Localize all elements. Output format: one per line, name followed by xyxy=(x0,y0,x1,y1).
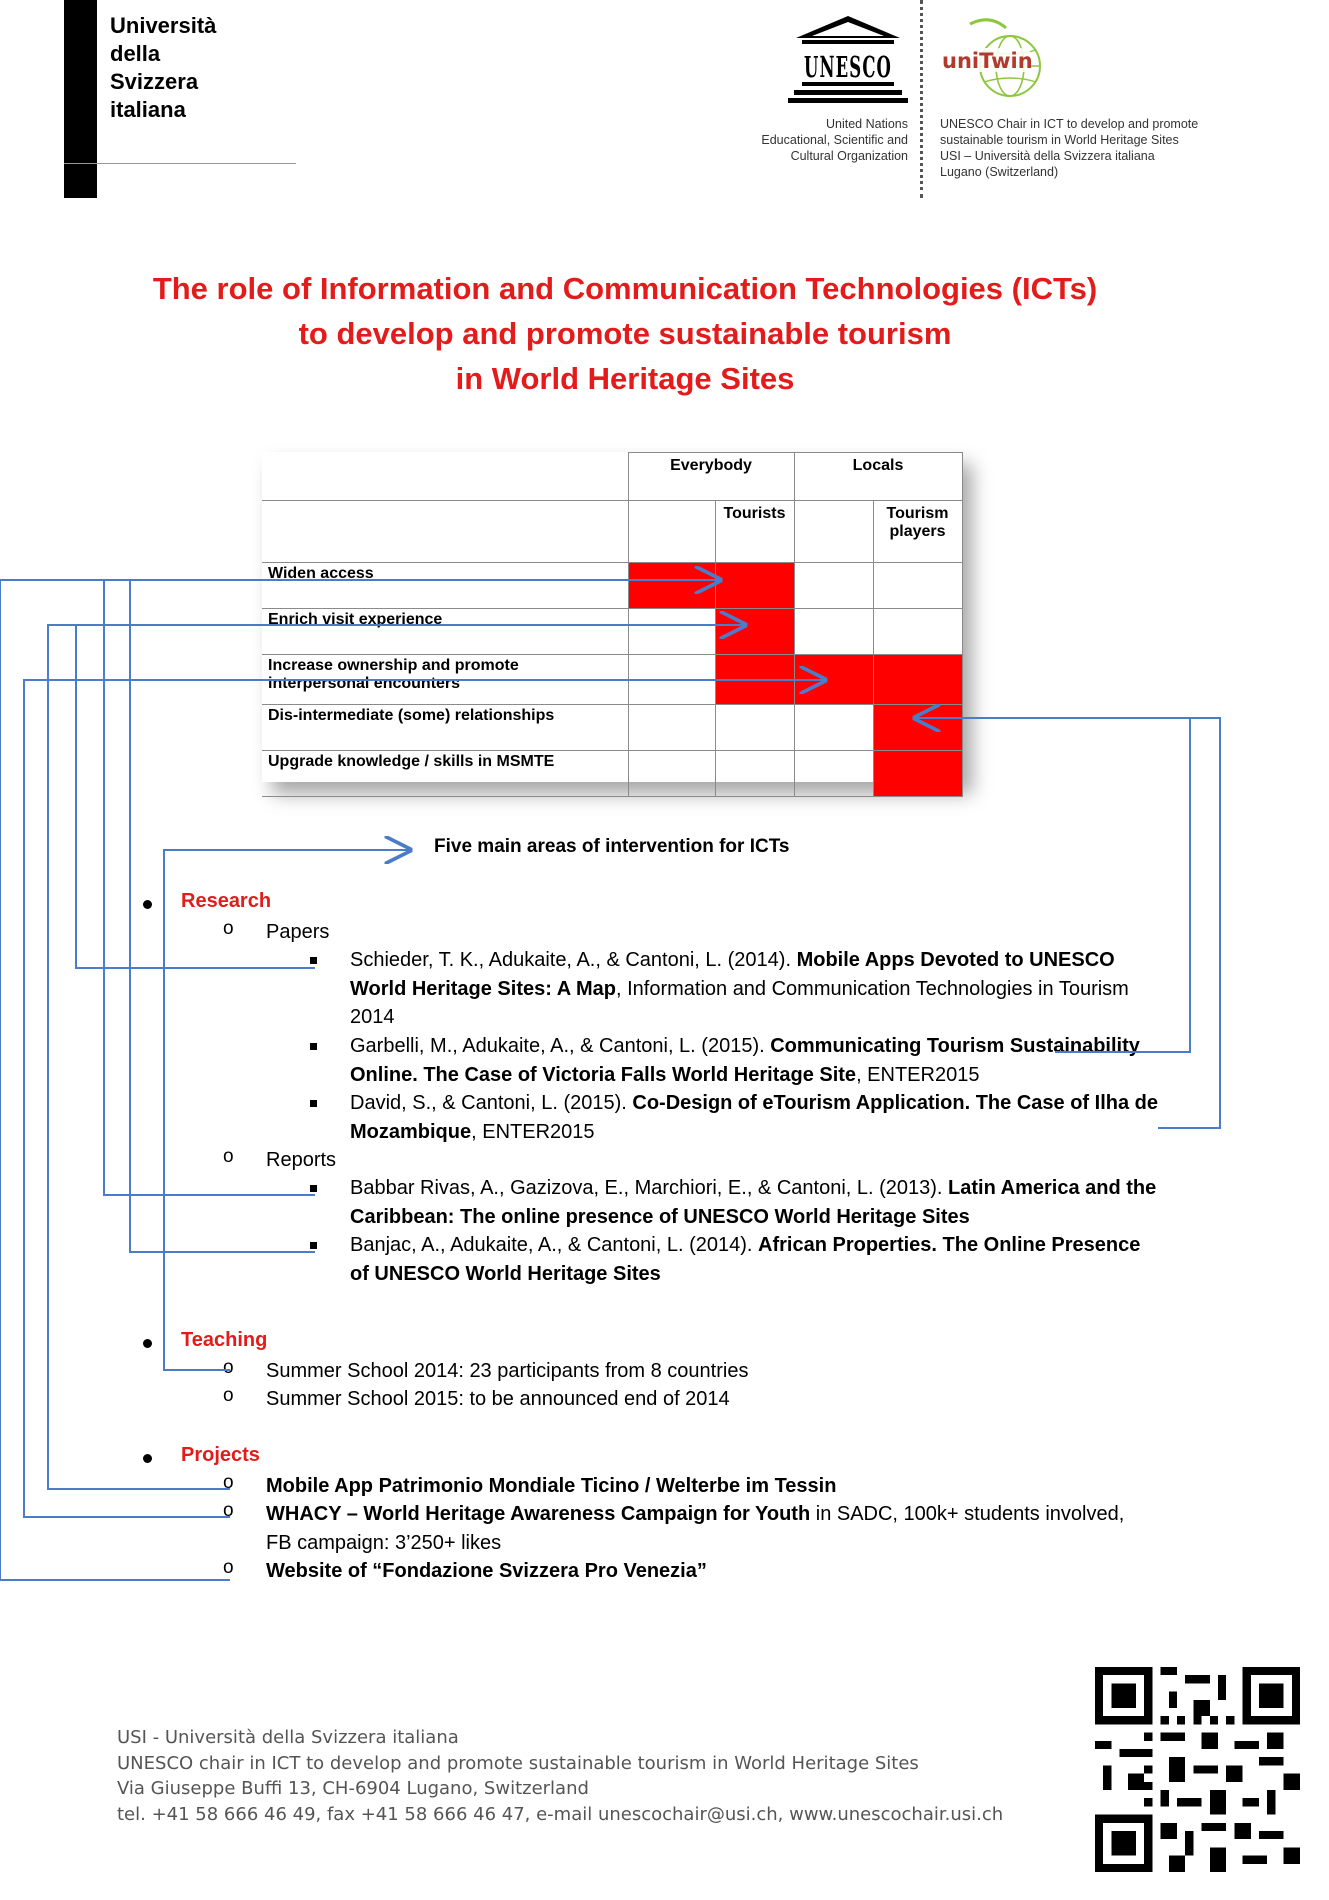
section-projects-heading: Projects xyxy=(181,1444,260,1466)
bullet-circle-icon: o xyxy=(223,1357,234,1378)
paper-item: David, S., & Cantoni, L. (2015). Co-Design of eTourism Application. The Case of Ilha de Mozambique, ENTER2015 xyxy=(350,1092,1158,1143)
matrix-row-label: Increase ownership and promote interpersonal encounters xyxy=(262,655,628,705)
matrix-header-everybody: Everybody xyxy=(628,453,794,501)
section-teaching-heading: Teaching xyxy=(181,1329,268,1351)
project-item: Website of “Fondazione Svizzera Pro Venezia” xyxy=(266,1560,707,1582)
report-item: Babbar Rivas, A., Gazizova, E., Marchiori, E., & Cantoni, L. (2013). Latin America and the Caribbean: The online presence of UNESCO World Heritage Sites xyxy=(350,1177,1157,1228)
matrix-caption: Five main areas of intervention for ICTs xyxy=(434,836,790,857)
matrix-header-tourists: Tourists xyxy=(715,501,794,563)
unesco-subtitle: United Nations Educational, Scientific and Cultural Organization xyxy=(761,117,908,163)
connector-arrow xyxy=(48,625,745,1489)
bullet-circle-icon: o xyxy=(223,1557,234,1578)
matrix-header-locals: Locals xyxy=(794,453,962,501)
section-research-heading: Research xyxy=(181,890,272,912)
usi-logo-text: Università della Svizzera italiana xyxy=(110,13,217,122)
unitwin-word: uniTwin xyxy=(942,49,1033,73)
project-item: WHACY – World Heritage Awareness Campaign for Youth in SADC, 100k+ students involved, FB campaign: 3’250+ likes xyxy=(266,1503,1125,1554)
paper-item: Schieder, T. K., Adukaite, A., & Cantoni, L. (2014). Mobile Apps Devoted to UNESCO World Heritage Sites: A Map, Information and Communication Technologies in Tourism 2014 xyxy=(350,949,1129,1028)
title-line-3: in World Heritage Sites xyxy=(455,361,795,396)
matrix-row-label: Widen access xyxy=(262,563,628,609)
bullet-circle-icon: o xyxy=(223,918,234,939)
title-line-1: The role of Information and Communication Technologies (ICTs) xyxy=(152,271,1098,306)
connector-arrow xyxy=(24,680,825,1517)
connector-line xyxy=(76,625,315,968)
report-item: Banjac, A., Adukaite, A., & Cantoni, L. (2014). African Properties. The Online Presence of UNESCO World Heritage Sites xyxy=(350,1234,1141,1285)
footer-address: USI - Università della Svizzera italiana UNESCO chair in ICT to develop and promote sustainable tourism in World Heritage Sites Via Giuseppe Buffi 13, CH-6904 Lugano, Switzerland tel. +41 58 666 46 49, fax +41 58 666 46 47, e-mail unescochair@usi.ch, www.unescochair.usi.ch xyxy=(117,1727,1004,1825)
teaching-item: Summer School 2015: to be announced end of 2014 xyxy=(266,1388,730,1410)
connector-arrow xyxy=(915,718,1190,1052)
matrix-row-label: Enrich visit experience xyxy=(262,609,628,655)
bullet-circle-icon: o xyxy=(223,1500,234,1521)
matrix-row-label: Upgrade knowledge / skills in MSMTE xyxy=(262,751,628,797)
matrix-header-tourism-players: Tourism players xyxy=(873,501,962,563)
bullet-circle-icon: o xyxy=(223,1472,234,1493)
connector-arrow xyxy=(0,580,720,1580)
connector-line xyxy=(104,580,315,1195)
reports-label: Reports xyxy=(266,1149,337,1171)
qr-code xyxy=(1095,1667,1300,1872)
teaching-item: Summer School 2014: 23 participants from 8 countries xyxy=(266,1360,749,1382)
connector-arrow xyxy=(164,850,410,1370)
unitwin-subtitle: UNESCO Chair in ICT to develop and promote sustainable tourism in World Heritage Sites USI – Università della Svizzera italiana Lugano (Switzerland) xyxy=(940,117,1199,179)
bullet-circle-icon: o xyxy=(223,1146,234,1167)
bullet-circle-icon: o xyxy=(223,1385,234,1406)
unesco-word: UNESCO xyxy=(804,50,892,84)
title-line-2: to develop and promote sustainable tourism xyxy=(298,316,952,351)
paper-item: Garbelli, M., Adukaite, A., & Cantoni, L. (2015). Communicating Tourism Sustainability Online. The Case of Victoria Falls World Heritage Site, ENTER2015 xyxy=(350,1035,1140,1086)
papers-label: Papers xyxy=(266,921,330,943)
matrix-row-label: Dis-intermediate (some) relationships xyxy=(262,705,628,751)
project-item: Mobile App Patrimonio Mondiale Ticino / Welterbe im Tessin xyxy=(266,1475,837,1497)
